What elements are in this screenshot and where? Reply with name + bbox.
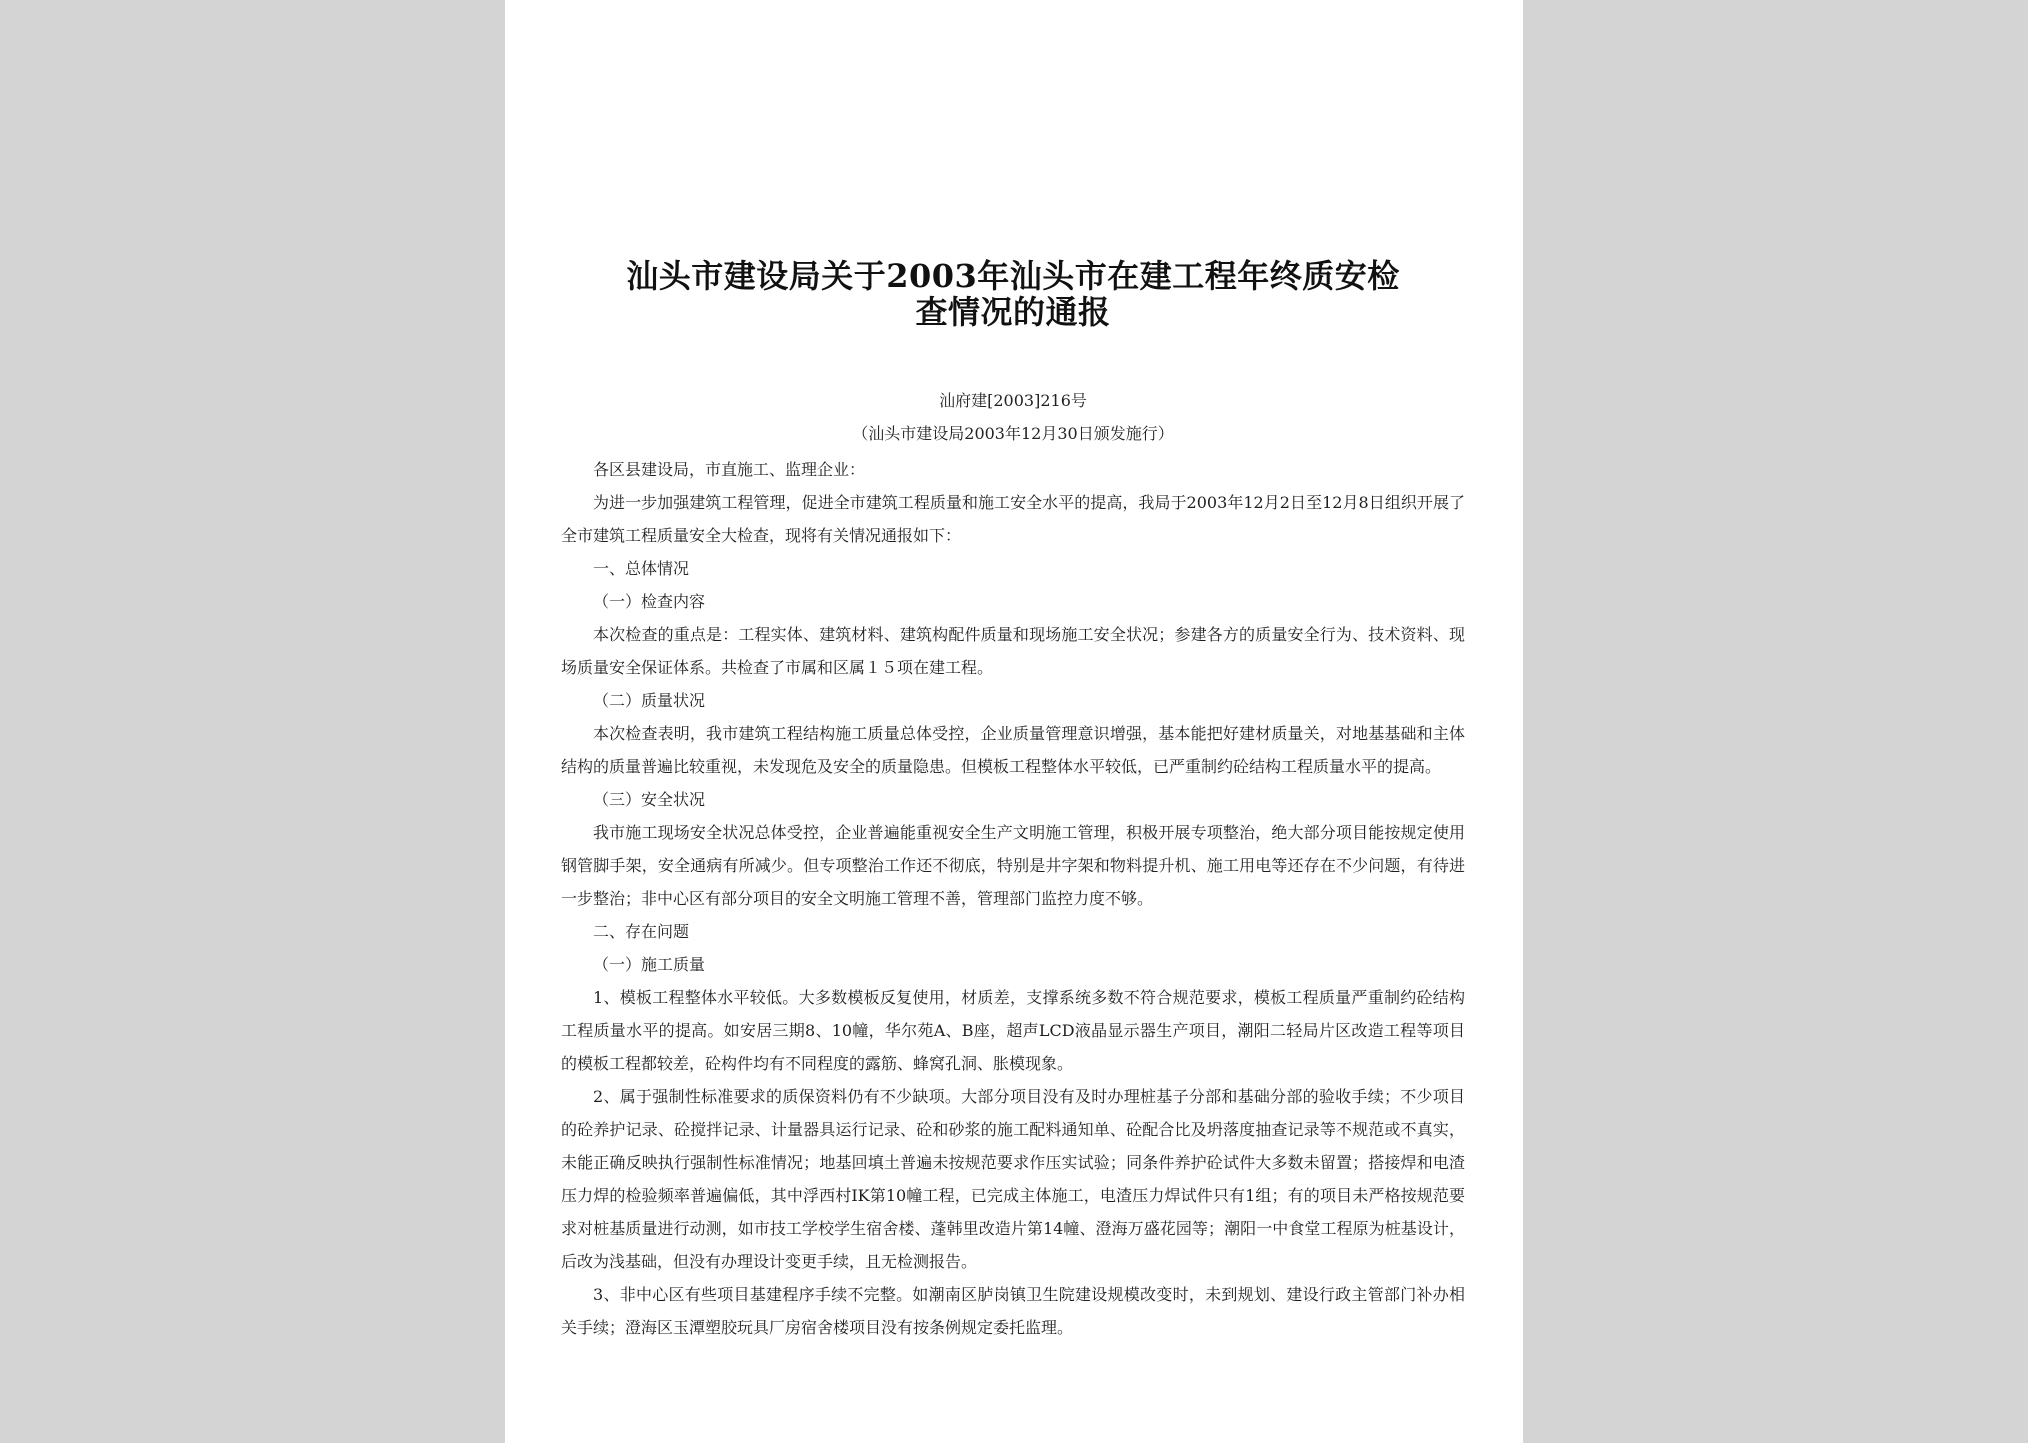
section-heading: 一、总体情况 bbox=[593, 559, 690, 578]
document-title bbox=[561, 258, 1465, 330]
body-paragraph: 2、属于强制性标准要求的质保资料仍有不少缺项。大部分项目没有及时办理桩基子分部和基础分部的验收手续；不少项目的砼养护记录、砼搅拌记录、计量器具运行记录、砼和砂浆的施工配料通知单、砼配合比及坍落度抽查记录等不规范或不真实，未能正确反映执行强制性标准情况；地基回填土普遍未按规范要求作压实试验；同条件养护砼试件大多数未留置；搭接焊和电渣压力焊的检验频率普遍偏低，其中浮西村IK第10幢工程，已完成主体施工，电渣压力焊试件只有1组；有的项目未严格按规范要求对桩基质量进行动测，如市技工学校学生宿舍楼、蓬韩里改造片第14幢、澄海万盛花园等；潮阳一中食堂工程原为桩基设计，后改为浅基础，但没有办理设计变更手续，且无检测报告。 bbox=[561, 1087, 1465, 1271]
document-page bbox=[505, 0, 1523, 1443]
issue-note: （汕头市建设局2003年12月30日颁发施行） bbox=[852, 424, 1174, 443]
body-paragraph: 1、模板工程整体水平较低。大多数模板反复使用，材质差，支撑系统多数不符合规范要求，模板工程质量严重制约砼结构工程质量水平的提高。如安居三期8、10幢，华尔苑A、B座，超声LCD液晶显示器生产项目，潮阳二轻局片区改造工程等项目的模板工程都较差，砼构件均有不同程度的露筋、蜂窝孔洞、胀模现象。 bbox=[561, 988, 1465, 1073]
subsection-heading: （一）检查内容 bbox=[593, 592, 706, 611]
intro-paragraph: 为进一步加强建筑工程管理，促进全市建筑工程质量和施工安全水平的提高，我局于2003年12月2日至12月8日组织开展了全市建筑工程质量安全大检查，现将有关情况通报如下： bbox=[561, 493, 1465, 545]
section-heading: 二、存在问题 bbox=[593, 922, 690, 941]
title-line-1: 汕头市建设局关于2003年汕头市在建工程年终质安检 bbox=[626, 257, 1400, 295]
body-paragraph: 本次检查的重点是：工程实体、建筑材料、建筑构配件质量和现场施工安全状况；参建各方的质量安全行为、技术资料、现场质量安全保证体系。共检查了市属和区属１５项在建工程。 bbox=[561, 625, 1465, 677]
title-line-2: 查情况的通报 bbox=[915, 293, 1111, 331]
body-paragraph: 我市施工现场安全状况总体受控，企业普遍能重视安全生产文明施工管理，积极开展专项整治，绝大部分项目能按规定使用钢管脚手架，安全通病有所减少。但专项整治工作还不彻底，特别是井字架和物料提升机、施工用电等还存在不少问题，有待进一步整治；非中心区有部分项目的安全文明施工管理不善，管理部门监控力度不够。 bbox=[561, 823, 1465, 908]
subsection-heading: （三）安全状况 bbox=[593, 790, 706, 809]
body-paragraph: 3、非中心区有些项目基建程序手续不完整。如潮南区胪岗镇卫生院建设规模改变时，未到规划、建设行政主管部门补办相关手续；澄海区玉潭塑胶玩具厂房宿舍楼项目没有按条例规定委托监理。 bbox=[561, 1285, 1465, 1337]
salutation: 各区县建设局，市直施工、监理企业： bbox=[593, 460, 866, 479]
document-body bbox=[561, 453, 1465, 1344]
body-paragraph: 本次检查表明，我市建筑工程结构施工质量总体受控，企业质量管理意识增强，基本能把好建材质量关，对地基基础和主体结构的质量普遍比较重视，未发现危及安全的质量隐患。但模板工程整体水平较低，已严重制约砼结构工程质量水平的提高。 bbox=[561, 724, 1465, 776]
document-number: 汕府建[2003]216号 bbox=[939, 391, 1087, 410]
subsection-heading: （二）质量状况 bbox=[593, 691, 706, 710]
subsection-heading: （一）施工质量 bbox=[593, 955, 706, 974]
